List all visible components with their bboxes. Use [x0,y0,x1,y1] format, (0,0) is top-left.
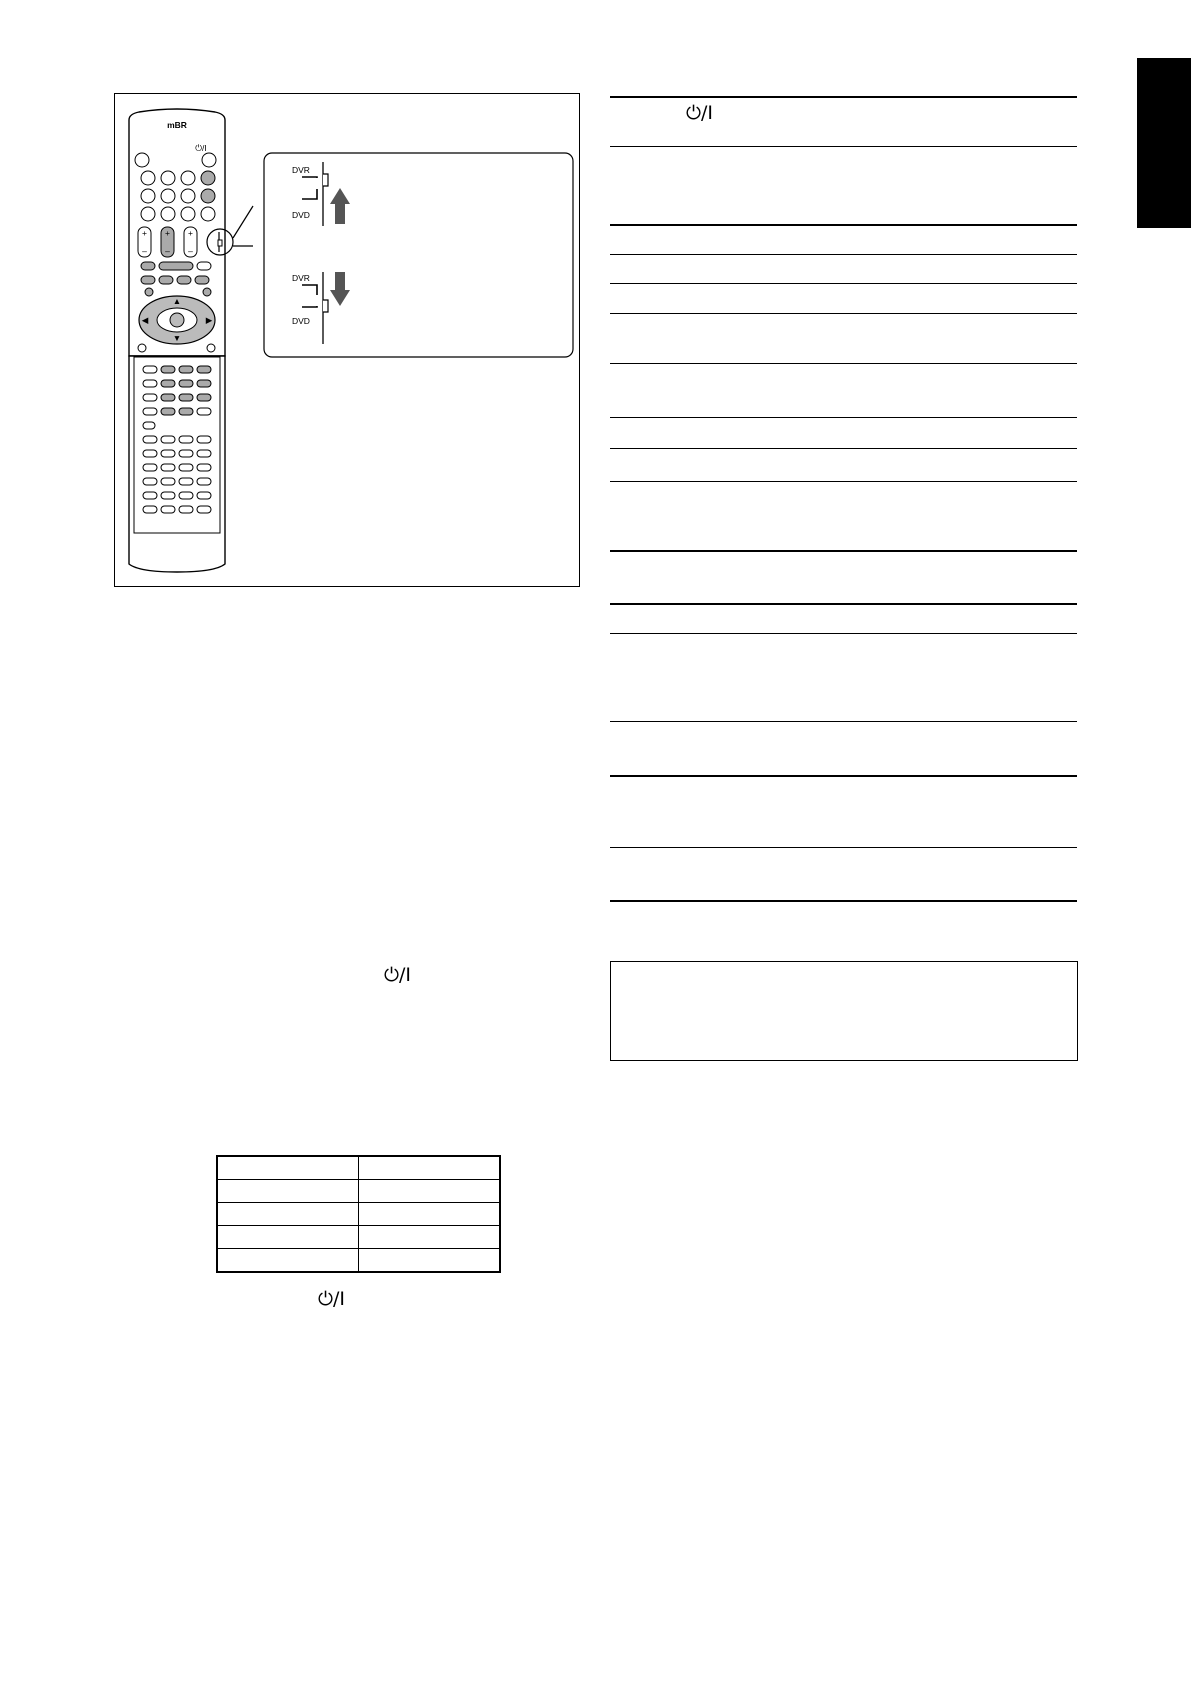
table-cell [217,1156,359,1180]
table-rule [610,847,1077,848]
remote-power-label: ⏻/I [195,143,207,153]
table-cell [359,1156,501,1180]
svg-text:▶: ▶ [205,315,213,325]
table-rule [610,481,1077,482]
table-rule [610,550,1077,552]
table-rule [610,363,1077,364]
table-cell [359,1180,501,1203]
power-icon: ⏻/I [686,102,714,124]
table-rule [610,283,1077,284]
power-icon: ⏻/I [384,964,412,986]
svg-text:▼: ▼ [172,333,182,343]
table-cell [359,1249,501,1273]
svg-text:–: – [188,246,193,256]
table-cell [359,1226,501,1249]
table-top-rule [610,96,1077,98]
remote-illustration [115,94,581,588]
table-row [217,1249,500,1273]
remote-button-power [202,153,216,167]
table-row [217,1156,500,1180]
table-cell [217,1203,359,1226]
svg-text:–: – [142,246,147,256]
remote-ok-button [170,313,184,327]
remote-figure [114,93,580,587]
table-rule [610,254,1077,255]
table-rule [610,603,1077,605]
table-cell [217,1180,359,1203]
svg-text:+: + [188,228,193,238]
section-tab [1137,58,1191,228]
table-cell [359,1203,501,1226]
remote-button-top-left [135,153,149,167]
table-rule [610,146,1077,147]
table-row [217,1226,500,1249]
table-rule [610,313,1077,314]
remote-logo: mBR [167,120,187,130]
note-box [610,961,1078,1061]
switch-label-dvr: DVR [292,273,310,283]
table-rule [610,721,1077,722]
switch-label-dvd: DVD [292,210,310,220]
table-cell [217,1249,359,1273]
table-rule [610,900,1077,902]
switch-label-dvd: DVD [292,316,310,326]
table-rule [610,224,1077,226]
table-row [217,1203,500,1226]
svg-text:◀: ◀ [141,315,149,325]
remote-source-button [201,171,215,185]
table-row [217,1180,500,1203]
table-rule [610,633,1077,634]
svg-text:–: – [165,246,170,256]
table-cell [217,1226,359,1249]
svg-text:+: + [142,228,147,238]
remote-source-button [141,171,155,185]
power-icon: ⏻/I [318,1288,346,1310]
remote-source-button [161,171,175,185]
table-rule [610,417,1077,418]
svg-text:▲: ▲ [172,296,182,306]
code-table [216,1155,501,1273]
switch-label-dvr: DVR [292,165,310,175]
switch-inset-callout [264,153,573,357]
table-rule [610,448,1077,449]
remote-source-button [181,171,195,185]
table-rule [610,775,1077,777]
svg-text:+: + [165,228,170,238]
